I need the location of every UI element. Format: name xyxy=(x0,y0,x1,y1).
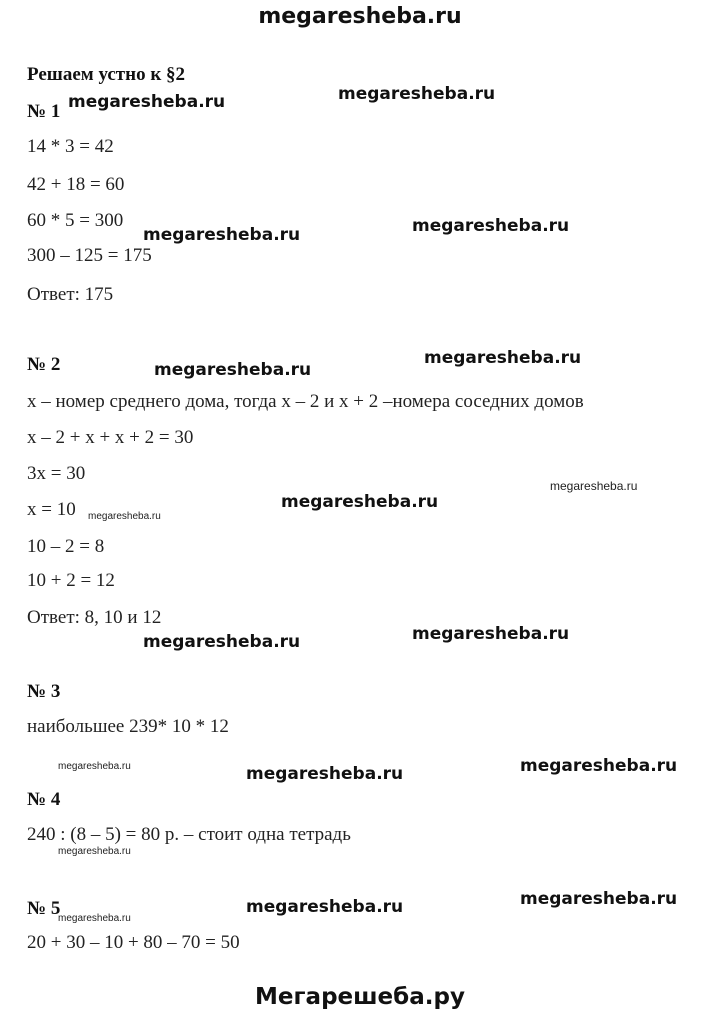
task-3-line-1: наибольшее 239* 10 * 12 xyxy=(27,716,229,737)
task-1-line-1: 14 * 3 = 42 xyxy=(27,136,114,157)
task-2-answer: Ответ: 8, 10 и 12 xyxy=(27,607,162,628)
task-2-line-1: х – номер среднего дома, тогда х – 2 и х + 2 –номера соседних домов xyxy=(27,391,584,412)
task-5-line-1: 20 + 30 – 10 + 80 – 70 = 50 xyxy=(27,932,240,953)
task-1-line-3: 60 * 5 = 300 xyxy=(27,210,124,231)
watermark: megaresheba.ru xyxy=(520,756,678,776)
watermark: megaresheba.ru xyxy=(281,492,439,512)
watermark: megaresheba.ru xyxy=(412,624,570,644)
watermark: megaresheba.ru xyxy=(520,889,678,909)
watermark: megaresheba.ru xyxy=(246,764,404,784)
watermark: megaresheba.ru xyxy=(143,225,301,245)
task-4-number: № 4 xyxy=(27,789,61,810)
task-2-line-2: х – 2 + х + х + 2 = 30 xyxy=(27,427,194,448)
watermark: megaresheba.ru xyxy=(58,913,131,924)
watermark: megaresheba.ru xyxy=(88,511,161,522)
task-4-line-1: 240 : (8 – 5) = 80 р. – стоит одна тетрадь xyxy=(27,824,351,845)
task-2-number: № 2 xyxy=(27,354,61,375)
section-title: Решаем устно к §2 xyxy=(27,64,186,85)
watermark: megaresheba.ru xyxy=(424,348,582,368)
watermark: megaresheba.ru xyxy=(338,84,496,104)
task-2-line-5: 10 – 2 = 8 xyxy=(27,536,105,557)
watermark: megaresheba.ru xyxy=(58,761,131,772)
watermark: megaresheba.ru xyxy=(143,632,301,652)
task-5-number: № 5 xyxy=(27,898,61,919)
task-1-line-4: 300 – 125 = 175 xyxy=(27,245,152,266)
task-3-number: № 3 xyxy=(27,681,61,702)
watermark: megaresheba.ru xyxy=(154,360,312,380)
task-2-line-6: 10 + 2 = 12 xyxy=(27,570,115,591)
task-2-line-3: 3х = 30 xyxy=(27,463,86,484)
watermark: megaresheba.ru xyxy=(550,479,638,493)
task-1-line-2: 42 + 18 = 60 xyxy=(27,174,125,195)
watermark: megaresheba.ru xyxy=(246,897,404,917)
site-footer: Мегарешеба.ру xyxy=(255,984,465,1010)
watermark: megaresheba.ru xyxy=(68,92,226,112)
task-1-answer: Ответ: 175 xyxy=(27,284,114,305)
site-header: megaresheba.ru xyxy=(258,4,462,29)
watermark: megaresheba.ru xyxy=(58,846,131,857)
watermark: megaresheba.ru xyxy=(412,216,570,236)
task-1-number: № 1 xyxy=(27,101,61,122)
task-2-line-4: х = 10 xyxy=(27,499,76,520)
